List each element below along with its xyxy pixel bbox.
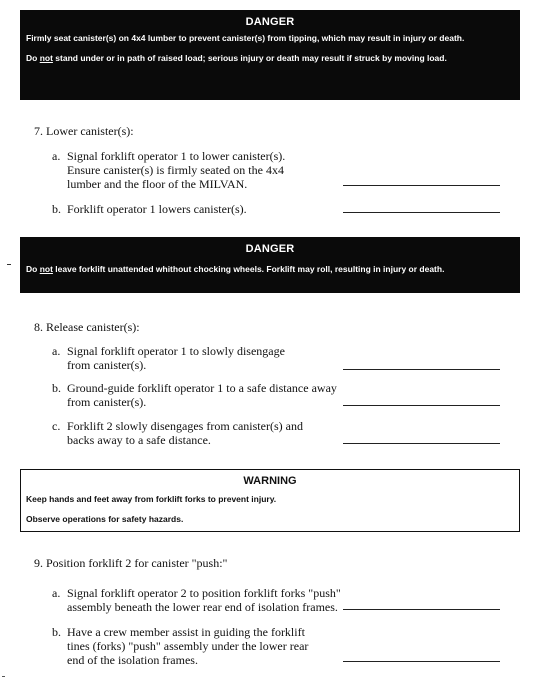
warning-heading: WARNING [243, 475, 297, 487]
signoff-line-8b[interactable] [343, 405, 500, 406]
step-7b: b. Forklift operator 1 lowers canister(s). [52, 202, 247, 216]
warning-box [20, 469, 520, 532]
danger-text-seat-canister: Firmly seat canister(s) on 4x4 lumber to prevent canister(s) from tipping, which may result in injury or death. [26, 33, 465, 43]
danger-heading: DANGER [245, 243, 295, 255]
margin-mark [7, 264, 11, 265]
danger-text-chock-wheels: Do not leave forklift unattended whithout chocking wheels. Forklift may roll, resulting in injury or death. [26, 264, 445, 274]
step-7a: a. Signal forklift operator 1 to lower canister(s). Ensure canister(s) is firmly seated on the 4x4 lumber and the floor of the MILVAN. [52, 149, 286, 191]
signoff-line-8a[interactable] [343, 369, 500, 370]
danger-box-chocking [20, 237, 520, 293]
signoff-line-9a[interactable] [343, 609, 500, 610]
step-8a: a. Signal forklift operator 1 to slowly disengage from canister(s). [52, 344, 285, 372]
signoff-line-8c[interactable] [343, 443, 500, 444]
signoff-line-7b[interactable] [343, 212, 500, 213]
step-9a: a. Signal forklift operator 2 to position forklift forks "push" assembly beneath the lower rear end of isolation frames. [52, 586, 341, 614]
warning-text-observe: Observe operations for safety hazards. [26, 514, 184, 524]
step-8c: c. Forklift 2 slowly disengages from canister(s) and backs away to a safe distance. [52, 419, 303, 447]
step-8b: b. Ground-guide forklift operator 1 to a safe distance away from canister(s). [52, 381, 337, 409]
margin-mark [2, 676, 5, 677]
step-8-heading: 8. Release canister(s): [34, 320, 140, 334]
signoff-line-9b[interactable] [343, 661, 500, 662]
step-9b: b. Have a crew member assist in guiding the forklift tines (forks) "push" assembly under the lower rear end of the isolation frames. [52, 625, 309, 667]
signoff-line-7a[interactable] [343, 185, 500, 186]
danger-heading: DANGER [245, 16, 295, 28]
warning-text-hands-feet: Keep hands and feet away from forklift forks to prevent injury. [26, 494, 277, 504]
danger-text-raised-load: Do not stand under or in path of raised load; serious injury or death may result if struck by moving load. [26, 53, 447, 63]
danger-box-tipping [20, 10, 520, 100]
step-7-heading: 7. Lower canister(s): [34, 124, 134, 138]
step-9-heading: 9. Position forklift 2 for canister "push:" [34, 556, 228, 570]
